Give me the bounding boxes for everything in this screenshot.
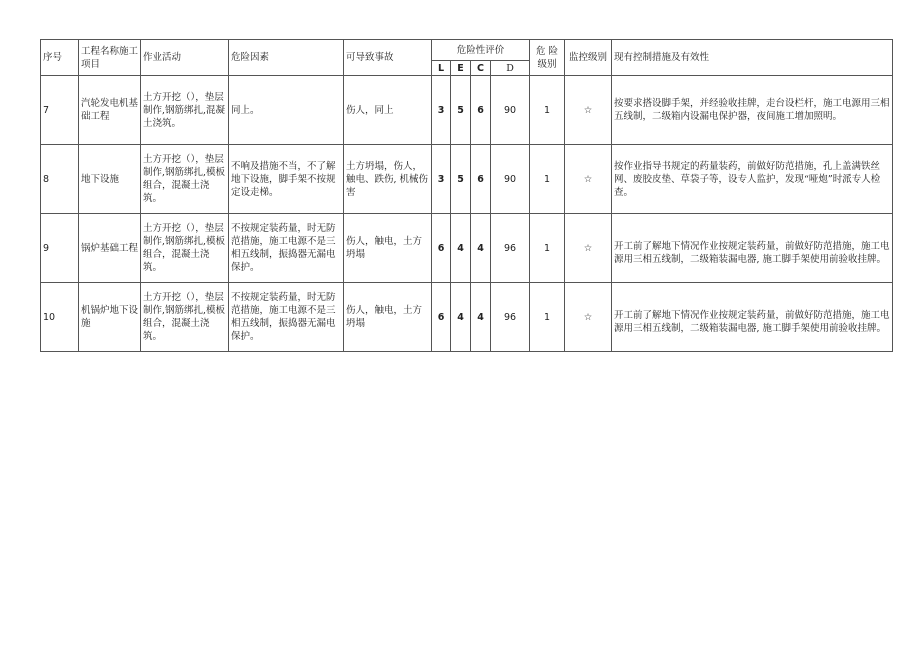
header-risk-level: 危 险级别 <box>530 40 565 76</box>
row-C: 6 <box>471 145 491 214</box>
row-activity: 土方开挖（），垫层制作,钢筋绑扎,模板组合，混凝土浇筑。 <box>141 214 229 283</box>
header-D: D <box>491 61 530 76</box>
header-E: E <box>451 61 471 76</box>
row-C: 4 <box>471 283 491 352</box>
row-risk-level: 1 <box>530 76 565 145</box>
monitor-star-icon: ☆ <box>565 76 612 145</box>
row-L: 6 <box>432 283 451 352</box>
monitor-star-icon: ☆ <box>565 145 612 214</box>
row-D: 90 <box>491 145 530 214</box>
row-L: 3 <box>432 76 451 145</box>
row-C: 4 <box>471 214 491 283</box>
row-risk-level: 1 <box>530 145 565 214</box>
table-row <box>41 76 893 145</box>
header-activity: 作业活动 <box>141 40 229 76</box>
table-row <box>41 145 893 214</box>
row-measures: 按要求搭设脚手架，并经验收挂牌，走台设栏杆，施工电源用三相五线制，二级箱内设漏电保护器，夜间施工增加照明。 <box>612 76 893 145</box>
header-C: C <box>471 61 491 76</box>
monitor-star-icon: ☆ <box>565 214 612 283</box>
row-D: 96 <box>491 214 530 283</box>
header-project: 工程名称施工项目 <box>79 40 141 76</box>
row-measures: 开工前了解地下情况作业按规定装药量，前做好防范措施，施工电源用三相五线制，二级箱装漏电器, 施工脚手架使用前验收挂牌。 <box>612 214 893 283</box>
row-measures: 按作业指导书规定的药量装药，前做好防范措施，孔上盖满铁丝网、废胶皮垫、草袋子等，设专人监护，发现“哑炮”时派专人检查。 <box>612 145 893 214</box>
row-seq: 9 <box>41 214 79 283</box>
row-seq: 8 <box>41 145 79 214</box>
header-accident: 可导致事故 <box>344 40 432 76</box>
row-accident: 伤人，触电，土方坍塌 <box>344 283 432 352</box>
row-hazard: 不按规定装药量，时无防范措施，施工电源不是三相五线制，振捣器无漏电保护。 <box>229 283 344 352</box>
row-E: 5 <box>451 145 471 214</box>
row-project: 锅炉基础工程 <box>79 214 141 283</box>
row-activity: 土方开挖（），垫层制作,钢筋绑扎,模板组合，混凝土浇筑。 <box>141 145 229 214</box>
row-D: 90 <box>491 76 530 145</box>
row-hazard: 不响及措施不当，不了解地下设施，脚手架不按规定设走梯。 <box>229 145 344 214</box>
header-hazard: 危险因素 <box>229 40 344 76</box>
header-L: L <box>432 61 451 76</box>
header-evaluation: 危险性评价 <box>432 40 530 61</box>
row-accident: 伤人，同上 <box>344 76 432 145</box>
header-measures: 现有控制措施及有效性 <box>612 40 893 76</box>
row-hazard: 不按规定装药量，时无防范措施，施工电源不是三相五线制，振捣器无漏电保护。 <box>229 214 344 283</box>
row-project: 地下设施 <box>79 145 141 214</box>
row-seq: 7 <box>41 76 79 145</box>
row-D: 96 <box>491 283 530 352</box>
row-measures: 开工前了解地下情况作业按规定装药量，前做好防范措施，施工电源用三相五线制，二级箱装漏电器, 施工脚手架使用前验收挂牌。 <box>612 283 893 352</box>
row-project: 机锅炉地下设施 <box>79 283 141 352</box>
row-activity: 土方开挖（），垫层制作,钢筋绑扎,混凝土浇筑。 <box>141 76 229 145</box>
row-E: 4 <box>451 214 471 283</box>
row-C: 6 <box>471 76 491 145</box>
row-risk-level: 1 <box>530 283 565 352</box>
risk-assessment-table <box>40 39 893 352</box>
row-accident: 土方坍塌，伤人，触电、跌伤, 机械伤害 <box>344 145 432 214</box>
row-activity: 土方开挖（），垫层制作,钢筋绑扎,模板组合，混凝土浇筑。 <box>141 283 229 352</box>
monitor-star-icon: ☆ <box>565 283 612 352</box>
row-L: 3 <box>432 145 451 214</box>
row-risk-level: 1 <box>530 214 565 283</box>
row-E: 4 <box>451 283 471 352</box>
table-row <box>41 214 893 283</box>
row-project: 汽轮发电机基础工程 <box>79 76 141 145</box>
header-row-1 <box>41 40 893 61</box>
header-seq: 序号 <box>41 40 79 76</box>
row-seq: 10 <box>41 283 79 352</box>
row-hazard: 同上。 <box>229 76 344 145</box>
row-E: 5 <box>451 76 471 145</box>
row-L: 6 <box>432 214 451 283</box>
table-row <box>41 283 893 352</box>
header-monitor-level: 监控级别 <box>565 40 612 76</box>
row-accident: 伤人，触电，土方坍塌 <box>344 214 432 283</box>
